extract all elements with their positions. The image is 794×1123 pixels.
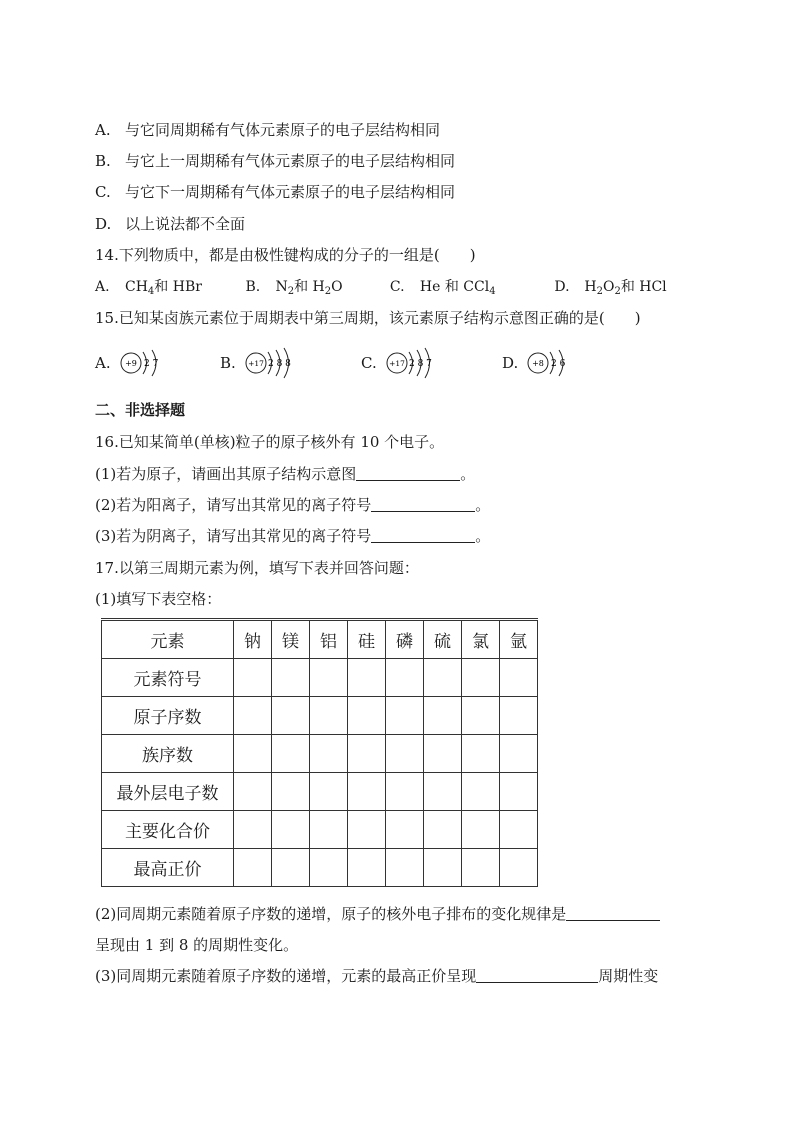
answer-cell[interactable] <box>462 697 500 735</box>
row-label: 最外层电子数 <box>102 773 234 811</box>
answer-cell[interactable] <box>310 773 348 811</box>
table-header-element: 铝 <box>310 621 348 659</box>
shell-label: 2 7 <box>144 359 159 369</box>
answer-cell[interactable] <box>500 697 538 735</box>
q16-stem: 16.已知某简单(单核)粒子的原子核外有 10 个电子。 <box>95 433 445 451</box>
answer-cell[interactable] <box>310 811 348 849</box>
answer-cell[interactable] <box>424 735 462 773</box>
q14-stem: 14.下列物质中，都是由极性键构成的分子的一组是( ) <box>95 246 476 264</box>
q13-option-b: B. 与它上一周期稀有气体元素原子的电子层结构相同 <box>95 152 456 170</box>
answer-cell[interactable] <box>272 735 310 773</box>
answer-cell[interactable] <box>310 697 348 735</box>
q17-part2-line2: 呈现由 1 到 8 的周期性变化。 <box>95 936 299 954</box>
answer-cell[interactable] <box>348 659 386 697</box>
answer-blank[interactable] <box>356 466 460 481</box>
q16-part1: (1)若为原子，请画出其原子结构示意图 。 <box>95 465 476 483</box>
section-heading: 二、非选择题 <box>95 401 186 419</box>
table-header-element: 镁 <box>272 621 310 659</box>
table-header-label: 元素 <box>102 621 234 659</box>
atom-diagram-c <box>385 346 465 386</box>
shell-label: 2 6 <box>551 359 566 369</box>
row-label: 最高正价 <box>102 849 234 887</box>
answer-cell[interactable] <box>386 659 424 697</box>
q14-options <box>95 277 667 302</box>
answer-cell[interactable] <box>462 773 500 811</box>
answer-cell[interactable] <box>348 697 386 735</box>
q16-part2: (2)若为阳离子，请写出其常见的离子符号 。 <box>95 496 491 514</box>
answer-blank[interactable] <box>476 968 598 983</box>
answer-cell[interactable] <box>462 811 500 849</box>
answer-cell[interactable] <box>272 811 310 849</box>
q15-option-d: D. +8 2 6 <box>502 346 612 386</box>
answer-cell[interactable] <box>500 811 538 849</box>
answer-cell[interactable] <box>500 659 538 697</box>
q13-option-c: C. 与它下一周期稀有气体元素原子的电子层结构相同 <box>95 183 456 201</box>
row-label: 族序数 <box>102 735 234 773</box>
q16-part3: (3)若为阴离子，请写出其常见的离子符号 。 <box>95 527 491 545</box>
table-header-element: 氯 <box>462 621 500 659</box>
answer-cell[interactable] <box>424 849 462 887</box>
row-label: 元素符号 <box>102 659 234 697</box>
table-header-element: 氩 <box>500 621 538 659</box>
table-header-element: 钠 <box>234 621 272 659</box>
answer-cell[interactable] <box>272 773 310 811</box>
answer-cell[interactable] <box>424 697 462 735</box>
shell-label: 2 8 8 <box>268 359 291 369</box>
q14-option-d: D. $H_2O_2$和 HCl <box>554 279 667 297</box>
answer-cell[interactable] <box>386 811 424 849</box>
answer-blank[interactable] <box>566 906 660 921</box>
answer-cell[interactable] <box>272 849 310 887</box>
answer-cell[interactable] <box>234 697 272 735</box>
table-row <box>102 773 538 811</box>
q13-option-a: A. 与它同周期稀有气体元素原子的电子层结构相同 <box>95 121 441 139</box>
answer-cell[interactable] <box>348 773 386 811</box>
q14-option-b: B. $N_2$和 $H_2O$ <box>245 279 343 297</box>
answer-cell[interactable] <box>272 697 310 735</box>
table-header-element: 硅 <box>348 621 386 659</box>
answer-cell[interactable] <box>348 849 386 887</box>
answer-cell[interactable] <box>424 773 462 811</box>
q13-option-d: D. 以上说法都不全面 <box>95 215 246 233</box>
answer-cell[interactable] <box>348 735 386 773</box>
atom-diagram-d <box>526 346 596 386</box>
answer-cell[interactable] <box>500 773 538 811</box>
answer-cell[interactable] <box>234 735 272 773</box>
q14-option-c: C. He 和 CCl$_4$ <box>389 279 496 297</box>
answer-cell[interactable] <box>386 697 424 735</box>
nucleus-label: +17 <box>389 359 405 368</box>
answer-cell[interactable] <box>310 735 348 773</box>
answer-cell[interactable] <box>234 659 272 697</box>
q14-option-a: A. $CH_4$和 HBr <box>95 279 202 297</box>
nucleus-label: +8 <box>532 359 544 368</box>
q17-part3: (3)同周期元素随着原子序数的递增，元素的最高正价呈现 周期性变 <box>95 967 659 985</box>
q15-option-c: C. +17 2 8 7 <box>361 346 481 386</box>
q15-option-a: A. +9 2 7 <box>95 346 205 386</box>
answer-blank[interactable] <box>371 528 475 543</box>
table-top-rule <box>101 618 538 619</box>
q15-option-b: B. +17 2 8 8 <box>220 346 340 386</box>
answer-cell[interactable] <box>272 659 310 697</box>
answer-cell[interactable] <box>386 735 424 773</box>
table-row <box>102 811 538 849</box>
q17-part1: (1)填写下表空格： <box>95 590 222 608</box>
atom-diagram-b <box>244 346 324 386</box>
answer-cell[interactable] <box>500 735 538 773</box>
answer-cell[interactable] <box>348 811 386 849</box>
answer-cell[interactable] <box>386 773 424 811</box>
q15-stem: 15.已知某卤族元素位于周期表中第三周期，该元素原子结构示意图正确的是( ) <box>95 309 641 327</box>
answer-cell[interactable] <box>500 849 538 887</box>
row-label: 原子序数 <box>102 697 234 735</box>
nucleus-label: +17 <box>248 359 264 368</box>
atom-diagram-a <box>119 346 189 386</box>
table-header-row <box>102 621 538 659</box>
table-header-element: 磷 <box>386 621 424 659</box>
table-row <box>102 659 538 697</box>
table-row <box>102 735 538 773</box>
answer-cell[interactable] <box>234 811 272 849</box>
answer-cell[interactable] <box>234 773 272 811</box>
answer-cell[interactable] <box>424 659 462 697</box>
answer-cell[interactable] <box>462 849 500 887</box>
q17-part2-line1: (2)同周期元素随着原子序数的递增，原子的核外电子排布的变化规律是 <box>95 904 660 924</box>
answer-blank[interactable] <box>371 497 475 512</box>
table-row <box>102 849 538 887</box>
nucleus-label: +9 <box>125 359 137 368</box>
answer-cell[interactable] <box>310 659 348 697</box>
q17-stem: 17.以第三周期元素为例，填写下表并回答问题： <box>95 559 419 577</box>
row-label: 主要化合价 <box>102 811 234 849</box>
answer-cell[interactable] <box>462 735 500 773</box>
shell-label: 2 8 7 <box>409 359 432 369</box>
answer-cell[interactable] <box>424 811 462 849</box>
answer-cell[interactable] <box>462 659 500 697</box>
answer-cell[interactable] <box>386 849 424 887</box>
element-table <box>101 620 538 887</box>
table-header-element: 硫 <box>424 621 462 659</box>
answer-cell[interactable] <box>234 849 272 887</box>
answer-cell[interactable] <box>310 849 348 887</box>
table-row <box>102 697 538 735</box>
